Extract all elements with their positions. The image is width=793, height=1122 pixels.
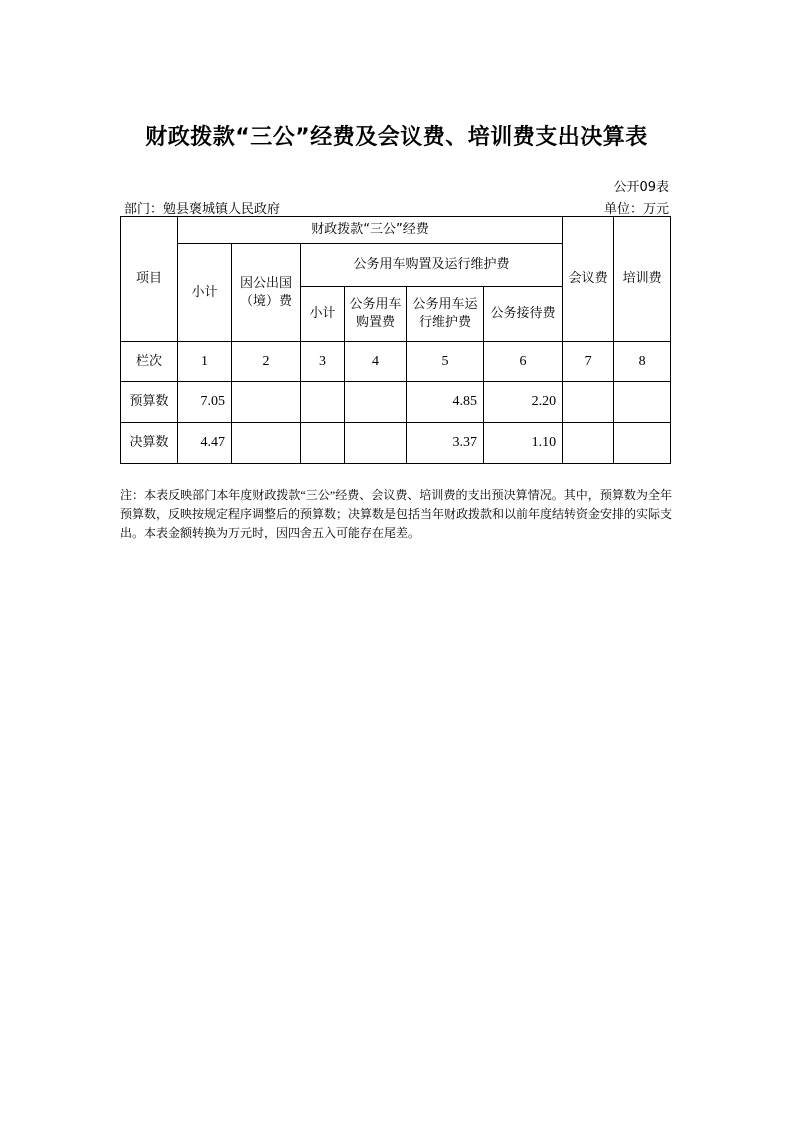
column-number: 4	[345, 342, 407, 382]
column-number: 3	[301, 342, 345, 382]
header-item: 项目	[121, 217, 178, 342]
table-cell	[345, 423, 407, 464]
table-cell	[614, 382, 671, 423]
expense-table	[120, 216, 671, 464]
table-cell	[232, 382, 301, 423]
table-cell: 4.85	[407, 382, 484, 423]
header-vehicle-purchase: 公务用车购置费	[345, 287, 407, 342]
table-cell	[301, 423, 345, 464]
footnote: 注：本表反映部门本年度财政拨款“三公”经费、会议费、培训费的支出预决算情况。其中，预算数为全年预算数，反映按规定程序调整后的预算数；决算数是包括当年财政拨款和以前年度结转资金安排的实际支出。本表金额转换为万元时，因四舍五入可能存在尾差。	[120, 488, 673, 540]
header-subtotal: 小计	[178, 244, 232, 342]
table-cell: 7.05	[178, 382, 232, 423]
column-number: 1	[178, 342, 232, 382]
table-row	[121, 382, 671, 423]
table-cell	[232, 423, 301, 464]
row-label: 预算数	[121, 382, 178, 423]
header-abroad: 因公出国（境）费	[232, 244, 301, 342]
department-label: 部门：勉县褒城镇人民政府	[124, 202, 281, 217]
table-cell	[563, 423, 614, 464]
header-vehicle: 公务用车购置及运行维护费	[301, 244, 563, 287]
column-number: 2	[232, 342, 301, 382]
table-cell	[301, 382, 345, 423]
row-label: 栏次	[121, 342, 178, 382]
header-training: 培训费	[614, 217, 671, 342]
table-cell: 2.20	[484, 382, 563, 423]
table-cell: 4.47	[178, 423, 232, 464]
table-cell	[345, 382, 407, 423]
column-number: 7	[563, 342, 614, 382]
header-reception: 公务接待费	[484, 287, 563, 342]
table-row	[121, 423, 671, 464]
page-title: 财政拨款“三公”经费及会议费、培训费支出决算表	[145, 125, 648, 150]
header-vehicle-operation: 公务用车运行维护费	[407, 287, 484, 342]
column-number: 8	[614, 342, 671, 382]
header-meeting: 会议费	[563, 217, 614, 342]
table-code: 公开09表	[613, 180, 669, 195]
table-cell: 1.10	[484, 423, 563, 464]
column-number: 5	[407, 342, 484, 382]
column-number: 6	[484, 342, 563, 382]
unit-label: 单位：万元	[603, 202, 669, 217]
row-label: 决算数	[121, 423, 178, 464]
table-cell: 3.37	[407, 423, 484, 464]
table-cell	[614, 423, 671, 464]
table-cell	[563, 382, 614, 423]
header-vehicle-subtotal: 小计	[301, 287, 345, 342]
header-sangong: 财政拨款“三公”经费	[178, 217, 563, 244]
